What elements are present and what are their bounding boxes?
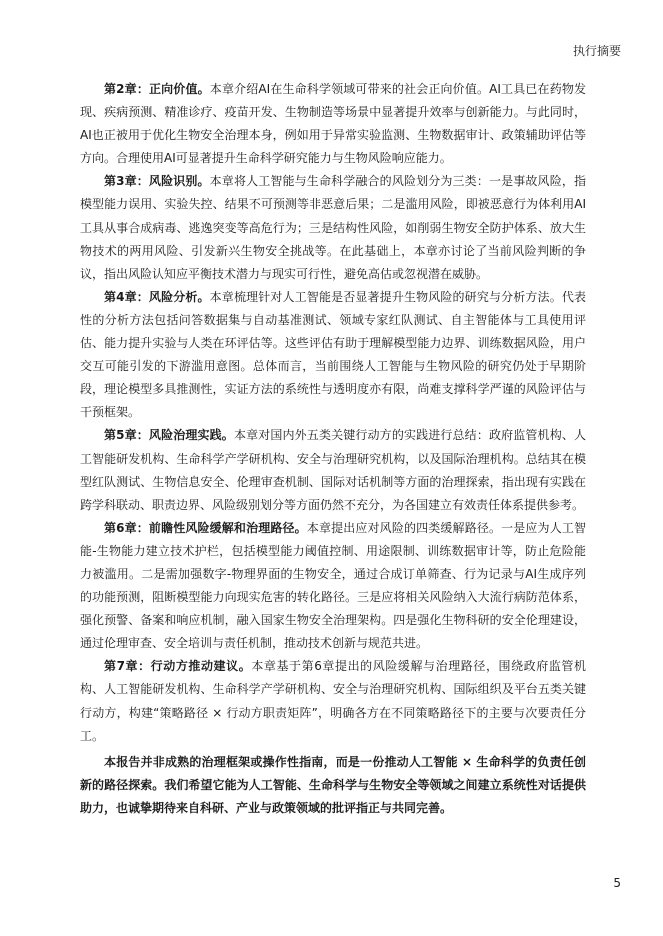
chapter-3-heading: 第3章：风险识别。 (104, 174, 210, 189)
chapter-3-summary (80, 170, 586, 285)
page-number: 5 (613, 876, 621, 890)
chapter-6-summary (80, 517, 586, 656)
chapter-6-heading: 第6章：前瞻性风险缓解和治理路径。 (104, 520, 307, 535)
chapter-3-text: 本章将人工智能与生命科学融合的风险划分为三类：一是事故风险，指模型能力误用、实验失控、结果不可预测等非恶意后果；二是滥用风险，即被恶意行为体利用AI工具从事合成病毒、逃逸突变等高危行为；三是结构性风险，如削弱生物安全防护体系、放大生物技术的两用风险、引发新兴生物安全挑战等。在此基础上，本章亦讨论了当前风险判断的争议，指出风险认知应平衡技术潜力与现实可行性，避免高估或忽视潜在威胁。 (80, 174, 586, 281)
chapter-7-text: 本章基于第6章提出的风险缓解与治理路径，围绕政府监管机构、人工智能研发机构、生命科学产学研机构、安全与治理研究机构、国际组织及平台五类关键行动方，构建“策略路径 × 行动方职责矩阵”，明确各方在不同策略路径下的主要与次要责任分工。 (80, 659, 587, 743)
chapter-7-summary (80, 655, 586, 747)
chapter-2-heading: 第2章：正向价值。 (104, 82, 210, 96)
chapter-5-heading: 第5章：风险治理实践。 (104, 428, 234, 443)
document-body (80, 78, 586, 820)
chapter-5-text: 本章对国内外五类关键行动方的实践进行总结：政府监管机构、人工智能研发机构、生命科学产学研机构、安全与治理研究机构，以及国际治理机构。总结其在模型红队测试、生物信息安全、伦理审查机制、国际对话机制等方面的治理探索，指出现有实践在跨学科联动、职责边界、风险级别划分等方面仍然不充分，为各国建立有效责任体系提供参考。 (80, 428, 586, 512)
chapter-4-text: 本章梳理针对人工智能是否显著提升生物风险的研究与分析方法。代表性的分析方法包括问答数据集与自动基准测试、领域专家红队测试、自主智能体与工具使用评估、能力提升实验与人类在环评估等。这些评估有助于理解模型能力边界、训练数据风险，用户交互可能引发的下游滥用意图。总体而言，当前围绕人工智能与生物风险的研究仍处于早期阶段，理论模型多具推测性，实证方法的系统性与透明度亦有限，尚难支撑科学严谨的风险评估与干预框架。 (80, 289, 586, 420)
chapter-4-summary (80, 286, 586, 425)
running-header: 执行摘要 (572, 44, 621, 58)
chapter-2-text: 本章介绍AI在生命科学领域可带来的社会正向价值。AI工具已在药物发现、疾病预测、精准诊疗、疫苗开发、生物制造等场景中显著提升效率与创新能力。与此同时，AI也正被用于优化生物安全治理本身，例如用于异常实验监测、生物数据审计、政策辅助评估等方向。合理使用AI可显著提升生命科学研究能力与生物风险响应能力。 (80, 82, 587, 166)
chapter-2-summary (80, 78, 586, 170)
chapter-6-text: 本章提出应对风险的四类缓解路径。一是应为人工智能-生物能力建立技术护栏，包括模型能力阈值控制、用途限制、训练数据审计等，防止危险能力被滥用。二是需加强数字-物理界面的生物安全，通过合成订单筛查、行为记录与AI生成序列的功能预测，阻断模型能力向现实危害的转化路径。三是应将相关风险纳入大流行病防范体系，强化预警、备案和响应机制，融入国家生物安全治理架构。四是强化生物科研的安全伦理建设，通过伦理审查、安全培训与责任机制，推动技术创新与规范共进。 (80, 520, 586, 651)
closing-statement: 本报告并非成熟的治理框架或操作性指南，而是一份推动人工智能 × 生命科学的负责任创新的路径探索。我们希望它能为人工智能、生命科学与生物安全等领域之间建立系统性对话提供助力，也诚挚期待来自科研、产业与政策领域的批评指正与共同完善。 (80, 754, 586, 815)
chapter-4-heading: 第4章：风险分析。 (104, 289, 210, 304)
chapter-7-heading: 第7章：行动方推动建议。 (104, 659, 252, 674)
chapter-5-summary (80, 424, 586, 516)
